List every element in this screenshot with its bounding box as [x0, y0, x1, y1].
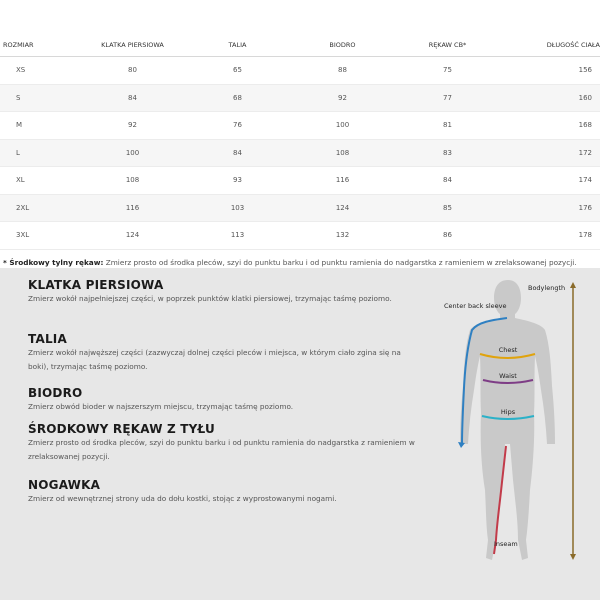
size-table [0, 34, 600, 250]
value-cell: 113 [185, 222, 290, 250]
size-cell: 3XL [0, 222, 80, 250]
value-cell: 160 [500, 84, 600, 112]
section-description: Zmierz obwód bioder w najszerszym miejscu, trzymając taśmę poziomo. [28, 402, 294, 411]
value-cell: 83 [395, 139, 500, 167]
section-title: ŚRODKOWY RĘKAW Z TYŁU [28, 422, 215, 436]
center-back-sleeve-note [3, 258, 595, 267]
value-cell: 84 [80, 84, 185, 112]
value-cell: 93 [185, 167, 290, 195]
size-cell: L [0, 139, 80, 167]
value-cell: 80 [80, 57, 185, 85]
bodylength-arrow-bottom [570, 554, 576, 560]
section-description: Zmierz od wewnętrznej strony uda do dołu kostki, stojąc z wyprostowanymi nogami. [28, 494, 337, 503]
value-cell: 76 [185, 112, 290, 140]
value-cell: 92 [80, 112, 185, 140]
value-cell: 103 [185, 194, 290, 222]
note-text: Zmierz prosto od środka pleców, szyi do punktu barku i od punktu ramienia do nadgarstka z ramieniem w zrelaksowanej pozycji. [103, 258, 577, 267]
label-center-back: Center back sleeve [444, 302, 507, 310]
section-chest [28, 278, 423, 306]
value-cell: 100 [290, 112, 395, 140]
section-description: Zmierz prosto od środka pleców, szyi do punktu barku i od punktu ramienia do nadgarstka z ramieniem w zrelaksowanej pozycji. [28, 438, 415, 461]
value-cell: 85 [395, 194, 500, 222]
section-hip [28, 386, 423, 414]
value-cell: 178 [500, 222, 600, 250]
value-cell: 172 [500, 139, 600, 167]
measurement-guide-panel [0, 268, 600, 600]
label-chest: Chest [498, 346, 518, 354]
value-cell: 156 [500, 57, 600, 85]
value-cell: 100 [80, 139, 185, 167]
value-cell: 68 [185, 84, 290, 112]
value-cell: 132 [290, 222, 395, 250]
value-cell: 124 [290, 194, 395, 222]
header-waist: TALIA [185, 34, 290, 57]
bodylength-arrow-top [570, 282, 576, 288]
header-chest: KLATKA PIERSIOWA [80, 34, 185, 57]
size-cell: XS [0, 57, 80, 85]
header-hip: BIODRO [290, 34, 395, 57]
section-description: Zmierz wokół najpełniejszej części, w poprzek punktów klatki piersiowej, trzymając taśmę poziomo. [28, 294, 392, 303]
value-cell: 116 [80, 194, 185, 222]
value-cell: 77 [395, 84, 500, 112]
label-waist: Waist [499, 372, 517, 380]
header-body-length: DŁUGOŚĆ CIAŁA [500, 34, 600, 57]
value-cell: 168 [500, 112, 600, 140]
section-inseam [28, 478, 423, 506]
size-cell: XL [0, 167, 80, 195]
size-cell: S [0, 84, 80, 112]
section-title: TALIA [28, 332, 67, 346]
value-cell: 108 [290, 139, 395, 167]
value-cell: 81 [395, 112, 500, 140]
section-center-back-sleeve [28, 422, 423, 464]
table-row [0, 222, 600, 250]
value-cell: 176 [500, 194, 600, 222]
label-bodylength: Bodylength [528, 284, 566, 292]
value-cell: 65 [185, 57, 290, 85]
table-row [0, 84, 600, 112]
section-title: NOGAWKA [28, 478, 101, 492]
value-cell: 124 [80, 222, 185, 250]
value-cell: 108 [80, 167, 185, 195]
value-cell: 174 [500, 167, 600, 195]
note-label: * Środkowy tylny rękaw: [3, 258, 104, 267]
table-row [0, 112, 600, 140]
label-hips: Hips [500, 408, 516, 416]
table-row [0, 139, 600, 167]
table-row [0, 194, 600, 222]
size-cell: 2XL [0, 194, 80, 222]
header-size: ROZMIAR [0, 34, 80, 57]
value-cell: 84 [395, 167, 500, 195]
value-cell: 92 [290, 84, 395, 112]
value-cell: 86 [395, 222, 500, 250]
value-cell: 116 [290, 167, 395, 195]
label-inseam: Inseam [494, 540, 518, 548]
header-sleeve: RĘKAW CB* [395, 34, 500, 57]
section-title: KLATKA PIERSIOWA [28, 278, 164, 292]
sleeve-arrow [458, 442, 465, 448]
section-title: BIODRO [28, 386, 83, 400]
size-cell: M [0, 112, 80, 140]
section-description: Zmierz wokół najwęższej części (zazwyczaj dolnej części pleców i miejsca, w którym ciało zgina się na boki), trzymając taśmę poziomo. [28, 348, 401, 371]
section-waist [28, 332, 423, 374]
table-header-row [0, 34, 600, 57]
value-cell: 75 [395, 57, 500, 85]
value-cell: 88 [290, 57, 395, 85]
body-measurement-figure [430, 268, 600, 600]
table-row [0, 167, 600, 195]
value-cell: 84 [185, 139, 290, 167]
table-row [0, 57, 600, 85]
